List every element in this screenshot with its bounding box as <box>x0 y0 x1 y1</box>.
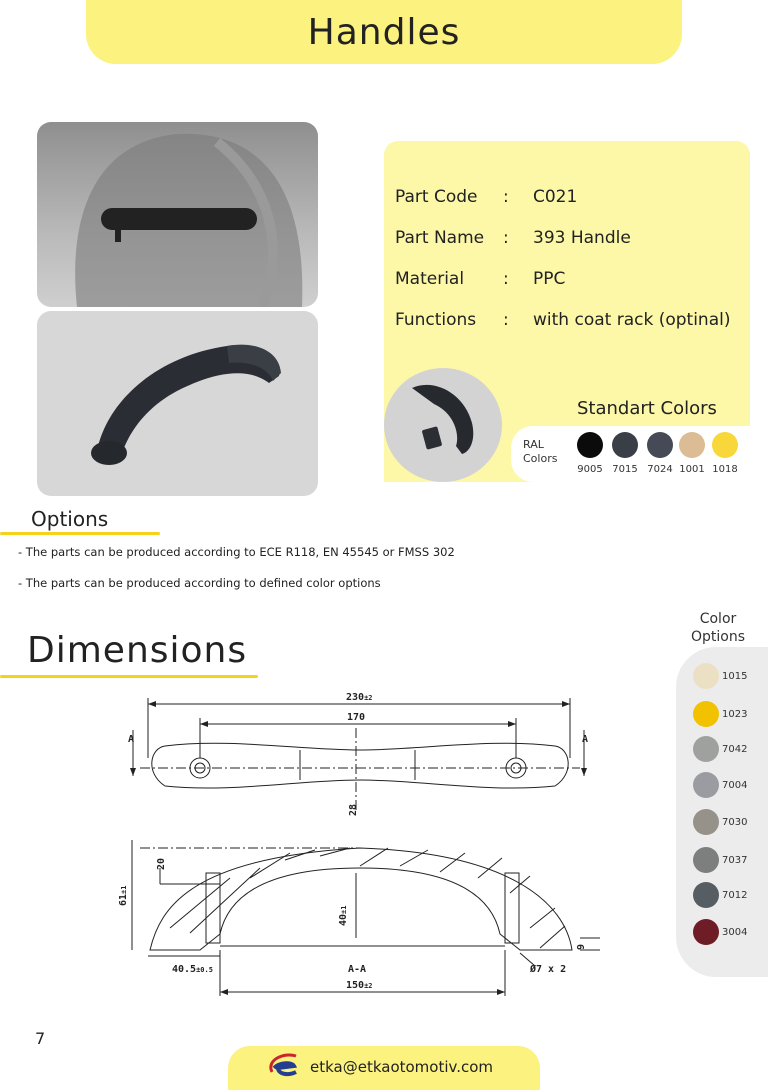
dim-inner-length: 150±2 <box>346 980 373 991</box>
dim-height: 61±1 <box>118 885 129 906</box>
ral-label-line2: Colors <box>523 452 558 465</box>
color-option-code: 1023 <box>722 709 748 720</box>
dim-base: 9 <box>576 943 587 950</box>
spec-separator: : <box>503 269 509 289</box>
spec-row-functions <box>395 310 730 330</box>
product-photo-mounted <box>37 122 318 307</box>
options-underline <box>0 532 160 535</box>
color-option-code: 7042 <box>722 744 748 755</box>
section-mark-left: A <box>128 734 135 745</box>
dim-overall-length: 230±2 <box>346 692 373 703</box>
color-option-code: 7004 <box>722 780 748 791</box>
color-code: 1001 <box>679 464 705 475</box>
color-code: 1018 <box>712 464 738 475</box>
color-option-swatch <box>693 809 719 835</box>
dim-inner-height: 40±1 <box>338 905 349 926</box>
company-logo <box>266 1050 304 1082</box>
color-option-swatch <box>693 882 719 908</box>
page-title: Handles <box>307 11 461 53</box>
spec-row-part-name <box>395 228 631 248</box>
spec-label: Part Name <box>395 228 485 248</box>
page-number: 7 <box>35 1029 46 1048</box>
section-mark-right: A <box>582 734 589 745</box>
dim-width: 28 <box>348 803 359 816</box>
ral-colors-label <box>523 438 557 466</box>
options-heading: Options <box>31 507 109 531</box>
spec-label: Functions <box>395 310 477 330</box>
header-banner <box>86 0 682 64</box>
section-label: A-A <box>348 964 367 975</box>
dimensions-underline <box>0 675 258 678</box>
spec-value: PPC <box>533 269 566 289</box>
color-swatch <box>679 432 705 458</box>
color-swatch <box>712 432 738 458</box>
dim-top-thickness: 20 <box>156 857 167 870</box>
technical-drawing <box>110 688 610 998</box>
color-option-swatch <box>693 847 719 873</box>
color-option-swatch <box>693 772 719 798</box>
dim-offset: 40.5±0.5 <box>172 964 213 975</box>
standard-colors-title: Standart Colors <box>577 398 717 419</box>
spec-separator: : <box>503 228 509 248</box>
spec-label: Material <box>395 269 465 289</box>
spec-row-material <box>395 269 565 289</box>
spec-row-part-code <box>395 187 577 207</box>
color-option-code: 7037 <box>722 855 748 866</box>
color-code: 9005 <box>577 464 603 475</box>
spec-label: Part Code <box>395 187 478 207</box>
contact-email[interactable]: etka@etkaotomotiv.com <box>310 1058 494 1076</box>
dimensions-heading: Dimensions <box>27 630 248 671</box>
option-item: - The parts can be produced according to ECE R118, EN 45545 or FMSS 302 <box>18 545 455 559</box>
color-options-title <box>680 610 756 646</box>
color-option-code: 3004 <box>722 927 748 938</box>
color-option-swatch <box>693 701 719 727</box>
dim-hole-spacing: 170 <box>347 712 366 723</box>
ral-label-line1: RAL <box>523 438 544 451</box>
spec-value: 393 Handle <box>533 228 631 248</box>
color-option-swatch <box>693 736 719 762</box>
color-option-swatch <box>693 663 719 689</box>
spec-separator: : <box>503 310 509 330</box>
color-code: 7015 <box>612 464 638 475</box>
dim-hole: Ø7 x 2 <box>530 964 567 975</box>
product-photo-handle <box>37 311 318 496</box>
color-options-title-line2: Options <box>690 629 746 645</box>
color-swatch <box>577 432 603 458</box>
spec-value: C021 <box>533 187 578 207</box>
color-option-code: 7012 <box>722 890 748 901</box>
spec-value: with coat rack (optinal) <box>533 310 731 330</box>
color-swatch <box>612 432 638 458</box>
color-option-swatch <box>693 919 719 945</box>
color-option-code: 1015 <box>722 671 748 682</box>
color-option-code: 7030 <box>722 817 748 828</box>
color-swatch <box>647 432 673 458</box>
coat-rack-photo <box>384 368 502 482</box>
spec-separator: : <box>503 187 509 207</box>
color-code: 7024 <box>647 464 673 475</box>
option-item: - The parts can be produced according to defined color options <box>18 576 381 590</box>
color-options-title-line1: Color <box>699 611 737 627</box>
